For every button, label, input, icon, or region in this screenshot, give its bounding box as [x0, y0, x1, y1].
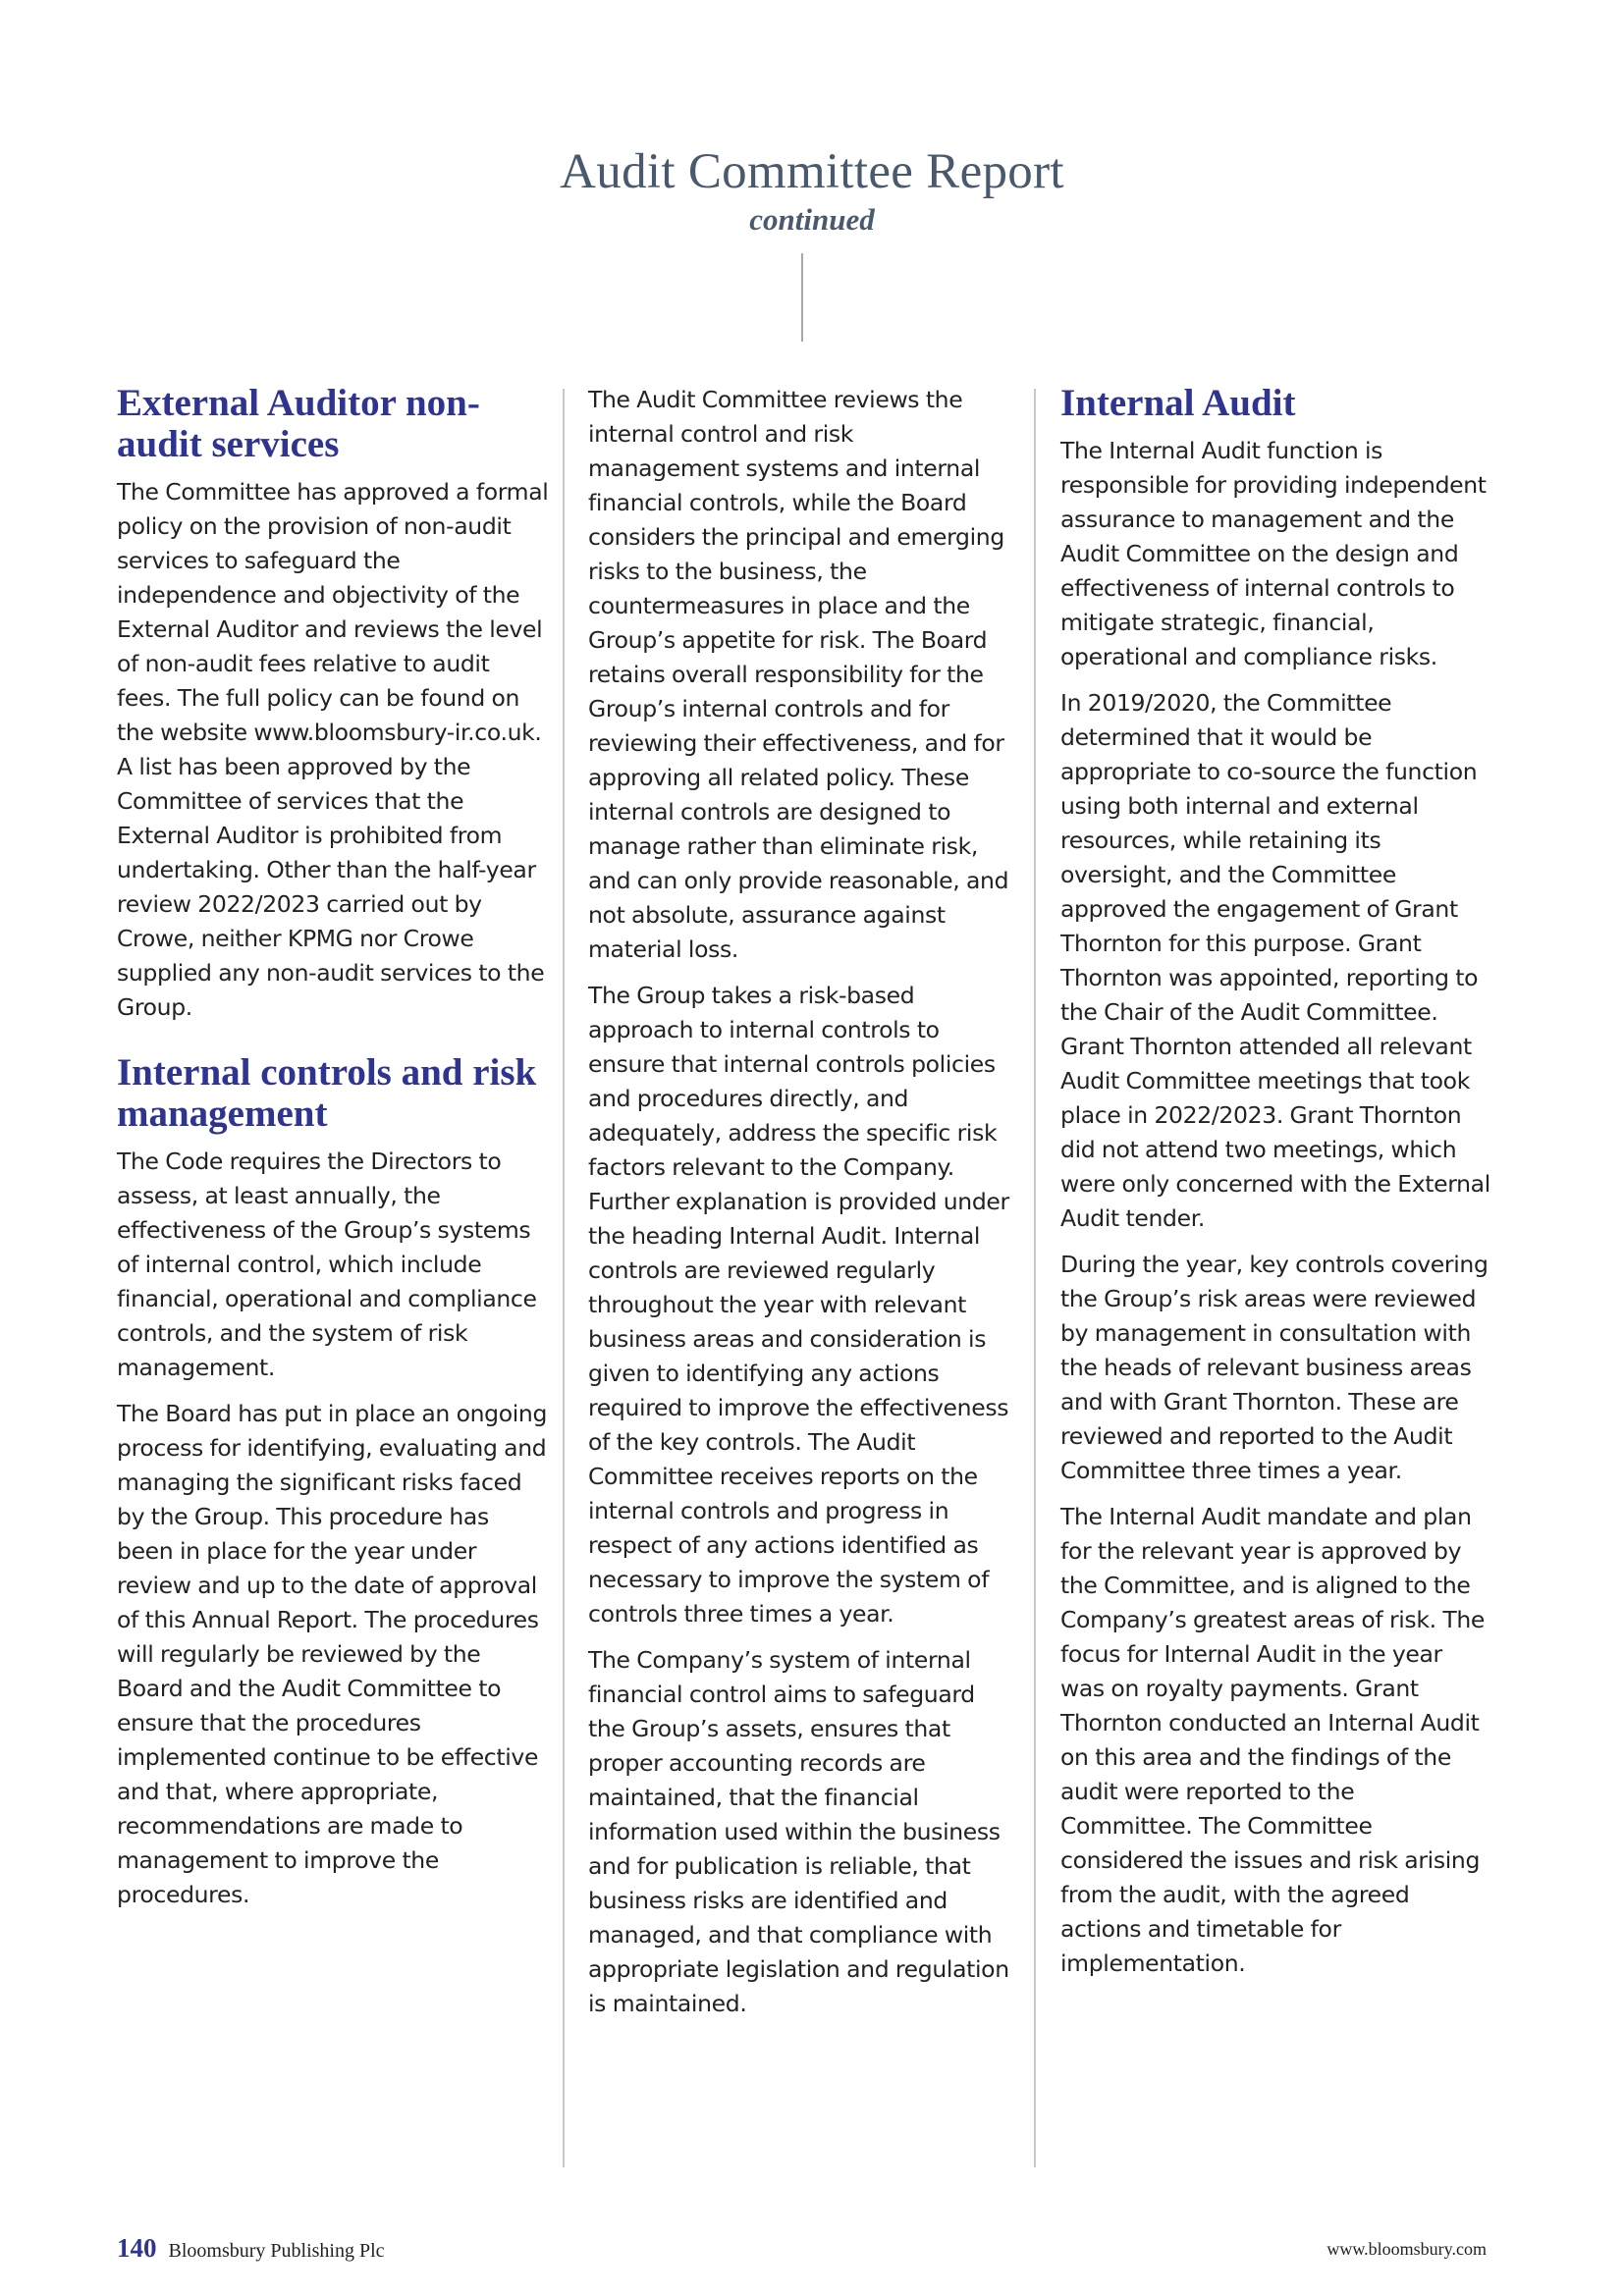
- paragraph: During the year, key controls covering the Group’s risk areas were reviewed by management in consultation with the heads of relevant business areas and with Grant Thornton. These are reviewed and reported to the Audit Committee three times a year.: [1060, 1251, 1489, 1484]
- paragraph: The Internal Audit mandate and plan for the relevant year is approved by the Committee, and is aligned to the Company’s greatest areas of risk. The focus for Internal Audit in the year was on royalty payments. Grant Thornton conducted an Internal Audit on this area and the findings of the audit were reported to the Committee. The Committee considered the issues and risk arising from the audit, with the agreed actions and timetable for implementation.: [1060, 1503, 1485, 1977]
- paragraph: The Code requires the Directors to assess, at least annually, the effectiveness of the Group’s systems of internal control, which include financial, operational and compliance controls, and the system of risk management.: [117, 1148, 537, 1381]
- column-2: [588, 383, 1010, 2033]
- page-number: 140: [117, 2233, 157, 2263]
- column-3: [1060, 383, 1492, 1993]
- page-subtitle: continued: [749, 202, 875, 237]
- section-heading-external-auditor: External Auditor non-audit services: [117, 382, 480, 465]
- paragraph: The Company’s system of internal financial control aims to safeguard the Group’s assets, ensures that proper accounting records are maintained, that the financial information used within the business and for publication is reliable, that business risks are identified and managed, and that compliance with appropriate legislation and regulation is maintained.: [588, 1646, 1009, 2017]
- paragraph: The Committee has approved a formal policy on the provision of non-audit services to safeguard the independence and objectivity of the External Auditor and reviews the level of non-audit fees relative to audit fees. The full policy can be found on the website www.bloomsbury-ir.co.uk. A list has been approved by the Committee of services that the External Auditor is prohibited from undertaking. Other than the half-year review 2022/2023 carried out by Crowe, neither KPMG nor Crowe supplied any non-audit services to the Group.: [117, 478, 549, 1021]
- page-title: Audit Committee Report: [560, 144, 1064, 199]
- column-1: [117, 383, 549, 1924]
- column-divider-2: [1034, 389, 1036, 2167]
- section-heading-internal-controls: Internal controls and risk management: [117, 1051, 537, 1135]
- paragraph: The Audit Committee reviews the internal control and risk management systems and internal financial controls, while the Board considers the principal and emerging risks to the business, the countermeasures in place and the Group’s appetite for risk. The Board retains overall responsibility for the Group’s internal controls and for reviewing their effectiveness, and for approving all related policy. These internal controls are designed to manage rather than eliminate risk, and can only provide reasonable, and not absolute, assurance against material loss.: [588, 386, 1009, 963]
- paragraph: The Internal Audit function is responsible for providing independent assurance to management and the Audit Committee on the design and effectiveness of internal controls to mitigate strategic, financial, operational and compliance risks.: [1060, 437, 1487, 670]
- company-name: Bloomsbury Publishing Plc: [168, 2240, 385, 2262]
- paragraph: The Board has put in place an ongoing process for identifying, evaluating and managing the significant risks faced by the Group. This procedure has been in place for the year under review and up to the date of approval of this Annual Report. The procedures will regularly be reviewed by the Board and the Audit Committee to ensure that the procedures implemented continue to be effective and that, where appropriate, recommendations are made to management to improve the procedures.: [117, 1400, 548, 1908]
- paragraph: The Group takes a risk-based approach to internal controls to ensure that internal controls policies and procedures directly, and adequately, address the specific risk factors relevant to the Company. Further explanation is provided under the heading Internal Audit. Internal controls are reviewed regularly throughout the year with relevant business areas and consideration is given to identifying any actions required to improve the effectiveness of the key controls. The Audit Committee receives reports on the internal controls and progress in respect of any actions identified as necessary to improve the system of controls three times a year.: [588, 982, 1009, 1628]
- paragraph: In 2019/2020, the Committee determined that it would be appropriate to co-source the function using both internal and external resources, while retaining its oversight, and the Committee approved the engagement of Grant Thornton for this purpose. Grant Thornton was appointed, reporting to the Chair of the Audit Committee. Grant Thornton attended all relevant Audit Committee meetings that took place in 2022/2023. Grant Thornton did not attend two meetings, which were only concerned with the External Audit tender.: [1060, 689, 1490, 1232]
- title-divider: [801, 253, 803, 342]
- column-divider-1: [563, 389, 565, 2167]
- footer-left: [117, 2233, 385, 2264]
- section-heading-internal-audit: Internal Audit: [1060, 382, 1296, 424]
- footer-website: www.bloomsbury.com: [1326, 2239, 1487, 2259]
